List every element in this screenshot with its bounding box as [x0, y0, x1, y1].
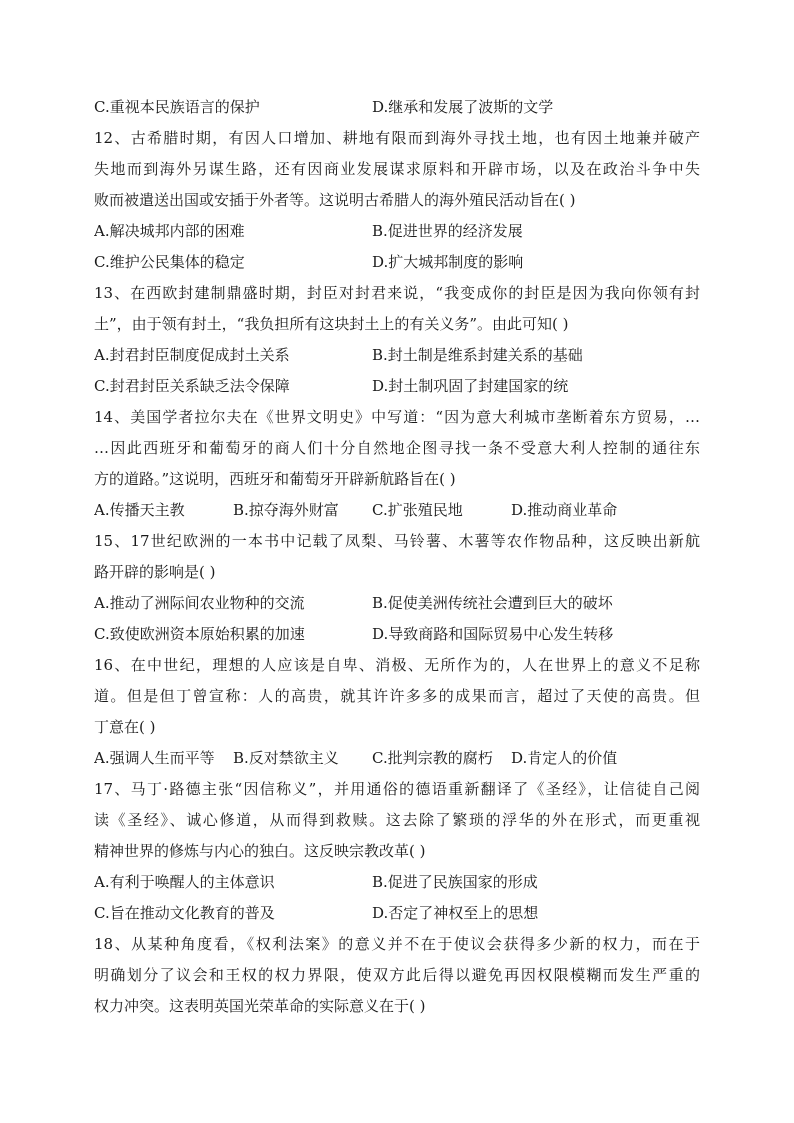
options-row — [94, 743, 700, 774]
answer-option: B.反对禁欲主义 — [233, 749, 339, 767]
answer-option: A.推动了洲际间农业物种的交流 — [94, 594, 305, 612]
question-text-line: 权力冲突。这表明英国光荣革命的实际意义在于( ) — [94, 997, 426, 1015]
answer-option: A.传播天主教 — [94, 501, 185, 519]
answer-option: C.旨在推动文化教育的普及 — [94, 904, 275, 922]
question-text-line: 12、古希腊时期，有因人口增加、耕地有限而到海外寻找土地，也有因土地兼并破产 — [94, 129, 700, 147]
question-text-line: 失地而到海外另谋生路，还有因商业发展谋求原料和开辟市场，以及在政治斗争中失 — [94, 160, 700, 178]
options-row — [94, 371, 700, 402]
options-row — [94, 216, 700, 247]
answer-option: C.致使欧洲资本原始积累的加速 — [94, 625, 305, 643]
question-text-line: 败而被遣送出国或安插于外者等。这说明古希腊人的海外殖民活动旨在( ) — [94, 191, 576, 209]
answer-option: A.解决城邦内部的困难 — [94, 222, 245, 240]
answer-option: C.重视本民族语言的保护 — [94, 98, 260, 116]
answer-option: B.封土制是维系封建关系的基础 — [372, 346, 583, 364]
answer-option: D.继承和发展了波斯的文学 — [372, 98, 554, 116]
answer-option: D.扩大城邦制度的影响 — [372, 253, 524, 271]
options-row — [94, 495, 700, 526]
answer-option: B.促使美洲传统社会遭到巨大的破坏 — [372, 594, 613, 612]
question-text-line: 14、美国学者拉尔夫在《世界文明史》中写道：“因为意大利城市垄断着东方贸易，… — [94, 408, 700, 426]
question-text-line: 读《圣经》、诚心修道，从而得到救赎。这去除了繁琐的浮华的外在形式，而更重视 — [94, 811, 700, 829]
question-text-line: 13、在西欧封建制鼎盛时期，封臣对封君来说，“我变成你的封臣是因为我向你领有封 — [94, 284, 700, 302]
answer-option: A.强调人生而平等 — [94, 749, 215, 767]
options-row — [94, 340, 700, 371]
answer-option: C.扩张殖民地 — [372, 501, 463, 519]
question-text-line: 丁意在( ) — [94, 718, 156, 736]
options-row — [94, 247, 700, 278]
answer-option: D.封土制巩固了封建国家的统 — [372, 377, 569, 395]
answer-option: D.推动商业革命 — [511, 501, 618, 519]
options-row — [94, 92, 700, 123]
answer-option: B.促进世界的经济发展 — [372, 222, 523, 240]
question-text-line: 路开辟的影响是( ) — [94, 563, 216, 581]
question-text-line: 方的道路。”这说明，西班牙和葡萄牙开辟新航路旨在( ) — [94, 470, 456, 488]
question-text-line: 17、马丁·路德主张“因信称义”，并用通俗的德语重新翻译了《圣经》，让信徒自己阅 — [94, 780, 700, 798]
answer-option: B.促进了民族国家的形成 — [372, 873, 538, 891]
options-row — [94, 619, 700, 650]
question-text-line: 道。但是但丁曾宣称：人的高贵，就其许许多多的成果而言，超过了天使的高贵。但 — [94, 687, 700, 705]
options-row — [94, 588, 700, 619]
question-text-line: 18、从某种角度看，《权利法案》的意义并不在于使议会获得多少新的权力，而在于 — [94, 935, 700, 953]
options-row — [94, 898, 700, 929]
answer-option: D.导致商路和国际贸易中心发生转移 — [372, 625, 614, 643]
answer-option: A.封君封臣制度促成封土关系 — [94, 346, 290, 364]
answer-option: C.封君封臣关系缺乏法令保障 — [94, 377, 290, 395]
question-text-line: 明确划分了议会和王权的权力界限，使双方此后得以避免再因权限模糊而发生严重的 — [94, 966, 700, 984]
answer-option: C.批判宗教的腐朽 — [372, 749, 493, 767]
answer-option: D.肯定人的价值 — [511, 749, 618, 767]
question-text-line: 16、在中世纪，理想的人应该是自卑、消极、无所作为的，人在世界上的意义不足称 — [94, 656, 700, 674]
answer-option: B.掠夺海外财富 — [233, 501, 339, 519]
answer-option: A.有利于唤醒人的主体意识 — [94, 873, 275, 891]
question-text-line: 土”，由于领有封土，“我负担所有这块封土上的有关义务”。由此可知( ) — [94, 315, 569, 333]
question-text-line: 15、17世纪欧洲的一本书中记载了凤梨、马铃薯、木薯等农作物品种，这反映出新航 — [94, 532, 700, 550]
answer-option: C.维护公民集体的稳定 — [94, 253, 245, 271]
options-row — [94, 867, 700, 898]
question-text-line: 精神世界的修炼与内心的独白。这反映宗教改革( ) — [94, 842, 426, 860]
question-text-line: …因此西班牙和葡萄牙的商人们十分自然地企图寻找一条不受意大利人控制的通往东 — [94, 439, 700, 457]
answer-option: D.否定了神权至上的思想 — [372, 904, 539, 922]
question-content — [94, 92, 700, 1022]
